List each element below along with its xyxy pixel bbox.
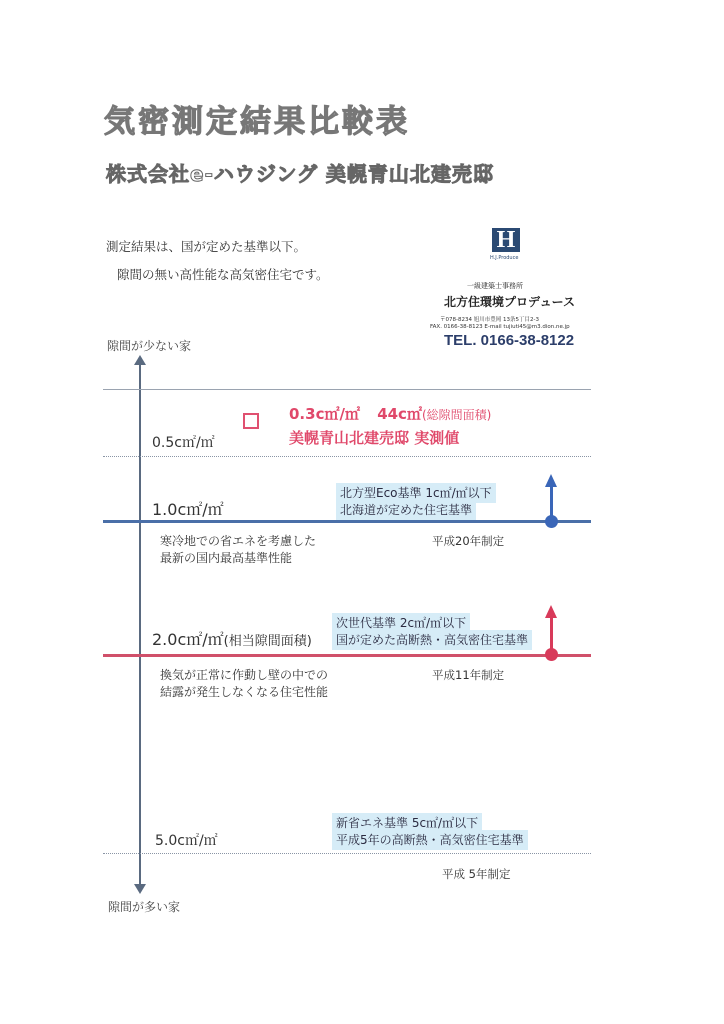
level-2-0-label: 2.0c㎡/㎡ <box>152 630 224 649</box>
new-energy-line-1: 新省エネ基準 5c㎡/㎡以下 <box>332 813 482 833</box>
measured-label: 美幌青山北建売邸 実測値 <box>289 429 460 447</box>
measured-area: 44c㎡ <box>377 405 422 423</box>
measured-value-row <box>289 403 491 424</box>
axis-bottom-label: 隙間が多い家 <box>108 900 181 914</box>
next-desc-line-1: 換気が正常に作動し壁の中での <box>160 668 329 682</box>
level-1-0-label: 1.0c㎡/㎡ <box>152 500 224 519</box>
next-standard-line-1: 次世代基準 2c㎡/㎡以下 <box>332 613 470 633</box>
axis-top-label: 隙間が少ない家 <box>107 339 192 353</box>
new-energy-year: 平成 5年制定 <box>442 867 511 881</box>
next-standard-line-2: 国が定めた高断熱・高気密住宅基準 <box>332 630 532 650</box>
level-5-0-label: 5.0c㎡/㎡ <box>155 833 218 849</box>
level-2-0-line <box>103 654 591 657</box>
measured-value: 0.3c㎡/㎡ <box>289 405 360 423</box>
eco-desc-line-1: 寒冷地での省エネを考慮した <box>160 534 317 548</box>
red-dot-icon <box>545 648 558 661</box>
top-reference-line <box>103 389 591 390</box>
company-office-type: 一級建築士事務所 <box>467 282 523 290</box>
measured-area-note: (総隙間面積) <box>421 408 492 422</box>
company-logo-text: H.J.Produce <box>490 255 519 261</box>
eco-year: 平成20年制定 <box>432 534 505 548</box>
page-title: 気密測定結果比較表 <box>104 104 410 140</box>
next-year: 平成11年制定 <box>432 668 505 682</box>
eco-desc-line-2: 最新の国内最高基準性能 <box>160 551 293 565</box>
vertical-axis <box>139 360 141 890</box>
level-0-5-label: 0.5c㎡/㎡ <box>152 435 215 451</box>
level-2-0-note: (相当隙間面積) <box>223 634 312 649</box>
next-desc-line-2: 結露が発生しなくなる住宅性能 <box>160 685 329 699</box>
eco-standard-line-1: 北方型Eco基準 1c㎡/㎡以下 <box>336 483 496 503</box>
intro-line-1: 測定結果は、国が定めた基準以下。 <box>106 239 307 254</box>
eco-standard-line-2: 北海道が定めた住宅基準 <box>336 500 476 520</box>
level-1-0-line <box>103 520 591 523</box>
level-0-5-line <box>103 456 591 457</box>
company-tel: TEL. 0166-38-8122 <box>444 332 575 349</box>
level-2-0-row <box>152 627 312 650</box>
level-5-0-line <box>103 853 591 854</box>
measured-marker-icon <box>243 413 259 429</box>
axis-arrow-down-icon <box>134 884 146 894</box>
company-logo: H <box>492 228 520 252</box>
blue-dot-icon <box>545 515 558 528</box>
company-fax-email: FAX. 0166-38-8123 E-mail tujiuti45@m3.dion.ne.jp <box>430 324 570 330</box>
page-subtitle: 株式会社e-ハウジング 美幌青山北建売邸 <box>106 162 494 186</box>
company-address: 〒078-8234 旭川市豊岡 13条5丁目2-3 <box>440 317 539 323</box>
intro-line-2: 隙間の無い高性能な高気密住宅です。 <box>117 267 329 282</box>
new-energy-line-2: 平成5年の高断熱・高気密住宅基準 <box>332 830 528 850</box>
company-name: 北方住環境プロデュース <box>444 295 576 309</box>
